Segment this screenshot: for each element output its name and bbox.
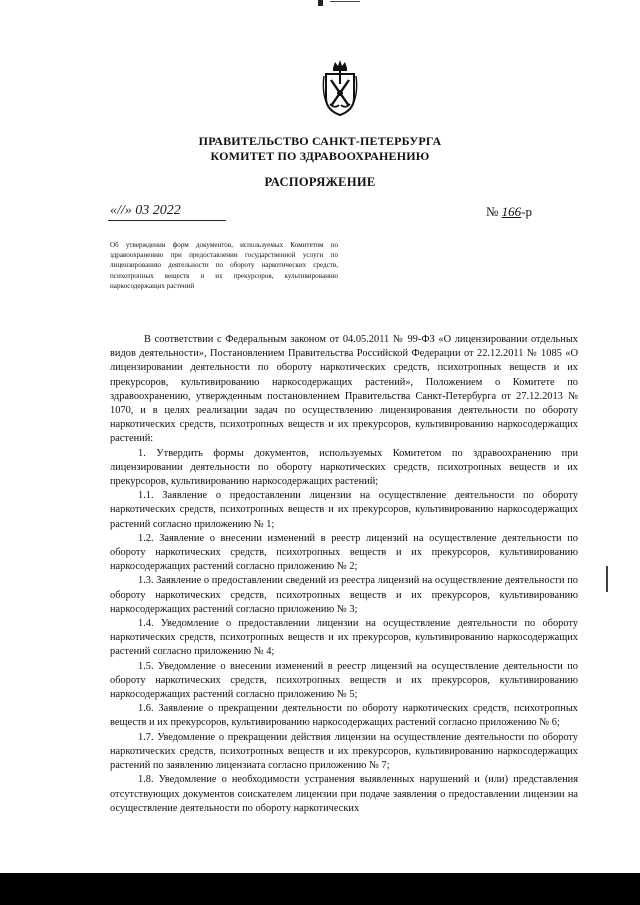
number-value: 166 xyxy=(501,204,522,219)
government-title: ПРАВИТЕЛЬСТВО САНКТ-ПЕТЕРБУРГА xyxy=(198,134,442,148)
committee-title: КОМИТЕТ ПО ЗДРАВООХРАНЕНИЮ xyxy=(210,149,430,163)
clause-1-2: 1.2. Заявление о внесении изменений в реестр лицензий на осуществление деятельности по обороту наркотических средств, психотропных веществ и их прекурсоров, культивированию наркосодержащих растений согласно приложению № 2; xyxy=(110,532,578,573)
document-type: РАСПОРЯЖЕНИЕ xyxy=(264,175,376,189)
coat-of-arms-emblem xyxy=(322,60,358,118)
document-subject: Об утверждении форм документов, используемых Комитетом по здравоохранению при предоставлении государственной услуги по лицензированию деятельности по обороту наркотических средств, психотропных веществ и их прекурсоров, культивированию наркосодержащих растений xyxy=(110,241,338,290)
scan-line-top xyxy=(330,1,360,2)
document-body xyxy=(110,333,578,816)
clause-1-4: 1.4. Уведомление о предоставлении лицензии на осуществление деятельности по обороту наркотических средств, психотропных веществ и их прекурсоров, культивированию наркосодержащих растений согласно приложению № 4; xyxy=(110,618,578,658)
clause-1-1: 1.1. Заявление о предоставлении лицензии на осуществление деятельности по обороту наркотических средств, психотропных веществ и их прекурсоров, культивированию наркосодержащих растений согласно приложению № 1; xyxy=(110,490,578,530)
date-underline xyxy=(108,220,226,221)
clause-1-5: 1.5. Уведомление о внесении изменений в реестр лицензий на осуществление деятельности по обороту наркотических средств, психотропных веществ и их прекурсоров, культивированию наркосодержащих растений согласно приложению № 5; xyxy=(110,660,578,701)
document-date: «//» 03 2022 xyxy=(110,203,181,218)
clause-1-3: 1.3. Заявление о предоставлении сведений из реестра лицензий на осуществление деятельности по обороту наркотических средств, психотропных веществ и их прекурсоров, культивированию наркосодержащих растений согласно приложению № 3; xyxy=(110,575,578,615)
clause-1: 1. Утвердить формы документов, используемых Комитетом по здравоохранению при лицензировании деятельности по обороту наркотических средств, психотропных веществ и их прекурсоров, культивированию наркосодержащих растений; xyxy=(110,447,578,488)
scan-border-bottom xyxy=(0,873,640,905)
clause-1-6: 1.6. Заявление о прекращении деятельности по обороту наркотических средств, психотропных веществ и их прекурсоров, культивированию наркосодержащих растений согласно приложению № 6; xyxy=(110,703,578,729)
scan-mark-side xyxy=(606,566,608,592)
number-prefix: № xyxy=(486,204,499,219)
preamble-paragraph: В соответствии с Федеральным законом от 04.05.2011 № 99-ФЗ «О лицензировании отдельных видов деятельности», Постановлением Правительства Российской Федерации от 22.12.2011 № 1085 «О лицензировании деятельности по обороту наркотических средств, психотропных веществ и их прекурсоров, культивированию наркосодержащих растений», Положением о Комитете по здравоохранению, утвержденным постановлением Правительства Санкт-Петербурга от 27.12.2013 № 1070, и в целях реализации задач по осуществлению лицензирования деятельности по обороту наркотических средств, психотропных веществ и их прекурсоров, культивированию наркосодержащих растений: xyxy=(110,334,578,445)
clause-1-7: 1.7. Уведомление о прекращении действия лицензии на осуществление деятельности по обороту наркотических средств, психотропных веществ и их прекурсоров, культивированию наркосодержащих растений по заявлению лицензиата согласно приложению № 7; xyxy=(110,731,578,772)
clause-1-8: 1.8. Уведомление о необходимости устранения выявленных нарушений и (или) представления отсутствующих документов соискателем лицензии при подаче заявления о предоставлении лицензии на осуществление деятельности по обороту наркотических xyxy=(110,774,578,814)
document-number xyxy=(486,204,532,220)
scan-mark-top xyxy=(318,0,323,6)
number-suffix: -р xyxy=(521,204,532,219)
